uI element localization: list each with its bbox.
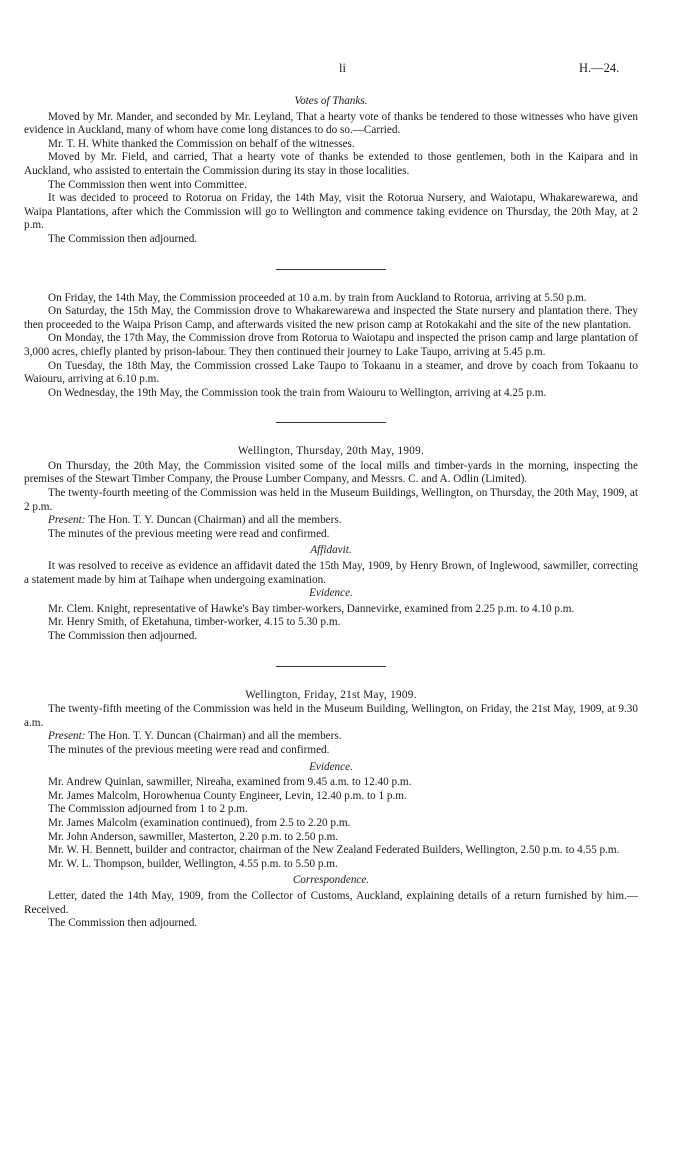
evidence-item: Mr. James Malcolm, Horowhenua County Engineer, Levin, 12.40 p.m. to 1 p.m. (48, 789, 407, 802)
paragraph: The Commission then adjourned. (48, 917, 198, 930)
page-content (24, 95, 638, 931)
section-divider (276, 269, 386, 270)
present-text: The Hon. T. Y. Duncan (Chairman) and all the members. (88, 730, 342, 743)
affidavit-heading: Affidavit. (310, 544, 352, 557)
evidence-item: Mr. Andrew Quinlan, sawmiller, Nireaha, examined from 9.45 a.m. to 12.40 p.m. (48, 776, 412, 789)
page-number: li (339, 61, 346, 75)
evidence-item: The Commission then adjourned. (48, 630, 198, 642)
paragraph: Letter, dated the 14th May, 1909, from the Collector of Customs, Auckland, explaining details of a return furnished by him.—Received. (24, 889, 638, 916)
paragraph: On Tuesday, the 18th May, the Commission crossed Lake Taupo to Tokaanu in a steamer, and drove by coach from Tokaanu to Waiouru, arriving at 6.10 p.m. (24, 359, 638, 386)
present-label: Present: (48, 730, 86, 743)
correspondence-heading: Correspondence. (292, 874, 370, 887)
paragraph: The twenty-fourth meeting of the Commission was held in the Museum Buildings, Wellington, on Thursday, the 20th May, 1909, at 2 p.m. (24, 487, 638, 513)
evidence-heading: Evidence. (309, 587, 353, 600)
paragraph: It was decided to proceed to Rotorua on Friday, the 14th May, visit the Rotorua Nursery, and Waiotapu, Whakarewarewa, and Waipa Plantations, after which the Commission will go to Wellington and commence taking evidence on Thursday, the 20th May, at 2 p.m. (24, 192, 638, 232)
present-text: The Hon. T. Y. Duncan (Chairman) and all the members. (88, 514, 342, 527)
friday-session-heading: Wellington, Friday, 21st May, 1909. (245, 688, 417, 701)
present-line (24, 730, 638, 744)
evidence-item: Mr. Clem. Knight, representative of Hawke's Bay timber-workers, Dannevirke, examined from 2.25 p.m. to 4.10 p.m. (48, 602, 575, 615)
evidence-item: Mr. Henry Smith, of Eketahuna, timber-worker, 4.15 to 5.30 p.m. (48, 616, 341, 629)
section-divider (276, 422, 386, 423)
document-reference: H.—24. (579, 61, 620, 75)
paragraph: On Saturday, the 15th May, the Commission drove to Whakarewarewa and inspected the State nursery and plantation there. They then proceeded to the Waipa Prison Camp, and afterwards visited the new prison camp at Rotokakahi and the site of the new plantation. (24, 305, 638, 331)
evidence-item: The Commission adjourned from 1 to 2 p.m. (48, 803, 248, 816)
paragraph: On Monday, the 17th May, the Commission drove from Rotorua to Waiotapu and inspected the prison camp and large plantation of 3,000 acres, chiefly planted by prison-labour. They then continued their journey to Lake Taupo, arriving at 5.45 p.m. (24, 332, 638, 358)
thursday-session-heading: Wellington, Thursday, 20th May, 1909. (237, 445, 425, 458)
paragraph: It was resolved to receive as evidence an affidavit dated the 15th May, 1909, by Henry Brown, of Inglewood, sawmiller, correcting a statement made by him at Taihape when undergoing examination. (24, 560, 638, 586)
paragraph: Moved by Mr. Mander, and seconded by Mr. Leyland, That a hearty vote of thanks be tendered to those witnesses who have given evidence in Auckland, many of whom have come long distances to do so.—Carried. (24, 110, 638, 137)
votes-of-thanks-heading: Votes of Thanks. (294, 95, 368, 107)
paragraph: The Commission then went into Committee. (48, 178, 247, 191)
minutes-line: The minutes of the previous meeting were read and confirmed. (48, 527, 330, 540)
paragraph: On Thursday, the 20th May, the Commission visited some of the local mills and timber-yards in the morning, inspecting the premises of the Stewart Timber Company, the Prouse Lumber Company, and Messrs. C. and A. Odlin (Limited). (24, 459, 638, 486)
paragraph: Moved by Mr. Field, and carried, That a hearty vote of thanks be extended to those gentlemen, both in the Kaipara and in Auckland, who assisted to entertain the Commission during its stay in those localities. (24, 151, 638, 177)
evidence-item: Mr. W. H. Bennett, builder and contractor, chairman of the New Zealand Federated Builders, Wellington, 2.50 p.m. to 4.55 p.m. (48, 844, 620, 857)
evidence-item: Mr. John Anderson, sawmiller, Masterton, 2.20 p.m. to 2.50 p.m. (48, 830, 339, 843)
paragraph: On Wednesday, the 19th May, the Commission took the train from Waiouru to Wellington, arriving at 4.25 p.m. (48, 386, 547, 399)
evidence-heading: Evidence. (309, 760, 353, 773)
evidence-item: Mr. James Malcolm (examination continued), from 2.5 to 2.20 p.m. (48, 816, 351, 829)
section-divider (276, 666, 386, 667)
paragraph: Mr. T. H. White thanked the Commission on behalf of the witnesses. (48, 137, 355, 150)
paragraph: The twenty-fifth meeting of the Commission was held in the Museum Building, Wellington, on Friday, the 21st May, 1909, at 9.30 a.m. (24, 703, 638, 729)
present-line (24, 514, 638, 528)
paragraph: On Friday, the 14th May, the Commission proceeded at 10 a.m. by train from Auckland to Rotorua, arriving at 5.50 p.m. (48, 291, 587, 304)
evidence-item: Mr. W. L. Thompson, builder, Wellington, 4.55 p.m. to 5.50 p.m. (48, 857, 338, 870)
minutes-line: The minutes of the previous meeting were read and confirmed. (48, 743, 330, 756)
paragraph: The Commission then adjourned. (48, 232, 198, 245)
present-label: Present: (48, 514, 86, 527)
